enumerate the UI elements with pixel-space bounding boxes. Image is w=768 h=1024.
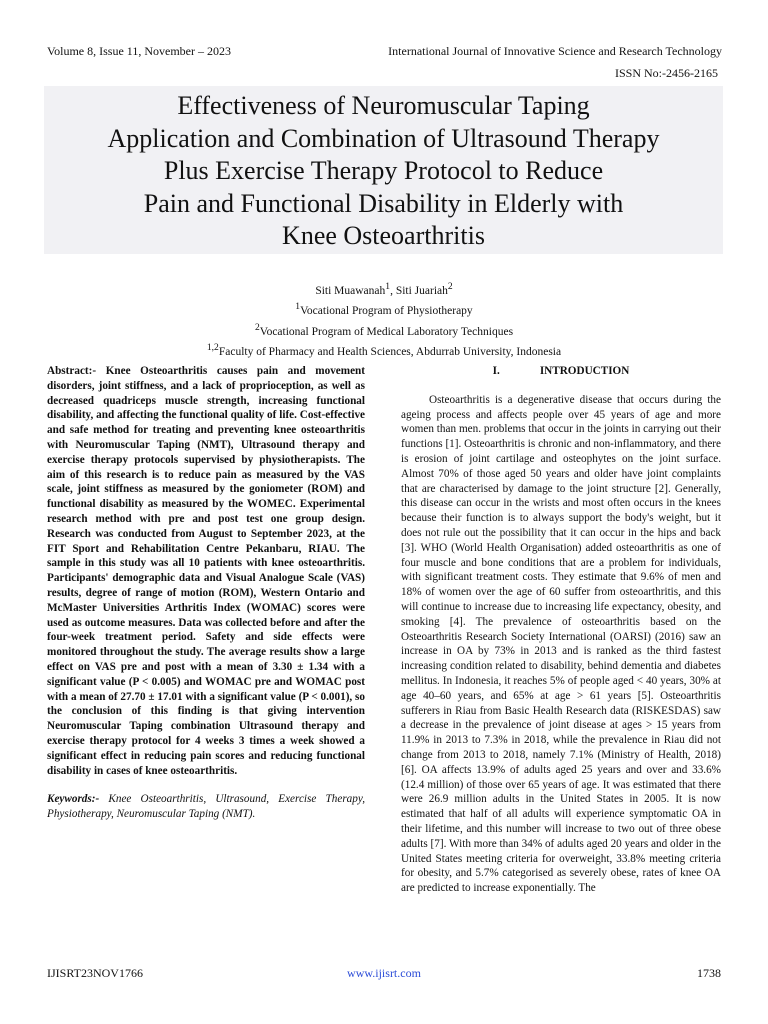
- affiliation: $^{1,2}$Faculty of Pharmacy and Health Sciences, Abdurrab University, Indonesia: [206, 341, 562, 358]
- author-name: Siti Muawanah: [315, 284, 386, 297]
- keywords: [47, 792, 365, 822]
- title-line: Pain and Functional Disability in Elderly with: [143, 188, 624, 218]
- header-journal-name: International Journal of Innovative Science and Research Technology: [388, 44, 722, 58]
- footer-website-link[interactable]: www.ijisrt.com: [347, 966, 421, 980]
- abstract-text: Knee Osteoarthritis causes pain and movement disorders, joint stiffness, and a lack of proprioception, as well as decreased quadriceps muscle strength, increasing functional disability, and affecting the functional quality of life. Cost-effective and safe method for treating and preventing knee osteoarthritis with Neuromuscular Taping (NMT), Ultrasound therapy and exercise therapy protocols supervised by physiotherapists. The aim of this research is to reduce pain as measured by the VAS scale, joint stiffness as measured by the goniometer (ROM) and functional disability as measured by the WOMEC. Experimental research method with pre and post test one group design. Research was conducted from August to September 2023, at the FIT Sport and Rehabilitation Centre Pekanbaru, RIAU. The sample in this study was all 10 patients with knee osteoarthritis. Participants' demographic data and Visual Analogue Scale (VAS) results, degree of range of motion (ROM), Western Ontario and McMaster Universities Arthritis Index (WOMAC) scores were used as outcome measures. Data was collected before and after the four-week treatment period. Safety and side effects were monitored throughout the study. The average results show a large effect on VAS pre and post with a mean of 3.30 ± 1.34 with a significant value (P < 0.005) and WOMAC pre and WOMAC post with a mean of 27.70 ± 17.01 with a significant value (P < 0.001), so the conclusion of this finding is that giving intervention Neuromuscular Taping combination Ultrasound therapy and exercise therapy protocol for 4 weeks 3 times a week showed a significant effect in reducing pain scores and reducing functional disability in cases of knee osteoarthritis.: [47, 365, 366, 777]
- introduction-paragraph: Osteoarthritis is a degenerative disease that occurs during the ageing process and affects people over 45 years of age and more women than men. problems that occur in the joints in carrying out their functions [1]. Osteoarthritis is chronic and non-inflammatory, and there is erosion of joint cartilage and osteophytes on the joint surface. Almost 70% of those aged 50 years and older have joint complaints that are characterised by damage to the joint structure [2]. Generally, this disease can occur in the wrists and most often occurs in the knees because their function is to always support the body's weight, but it does not rule out the possibility that it can occur in the hips and back [3]. WHO (World Health Organisation) added osteoarthritis as one of four muscle and bone conditions that are a problem for individuals, with significant treatment costs. They estimate that 9.6% of men and 18% of women over the age of 60 suffer from osteoarthritis, and this will continue to increase due to increasing life expectancy, obesity, and smoking [4]. The prevalence of osteoarthritis based on the Osteoarthritis Research Society International (OARSI) (2016) saw an increase in OA by 73% in 2013 and is ranked as the third fastest increasing condition related to disability, behind dementia and diabetes mellitus. In Indonesia, it reaches 5% of people aged < 40 years, 30% at age 40–60 years, and 65% at age > 61 years [5]. Osteoarthritis sufferers in Riau from Basic Health Research data (RISKESDAS) saw a decrease in the prevalence of joint disease at ages > 15 years from 11.9% in 2013 to 7.3% in 2018, while the prevalence in Riau did not change from 2013 to 2018, namely 7.1% (Ministry of Health, 2018) [6]. OA affects 13.9% of adults aged 25 years and over and 33.6% (12.4 million) of those over 65 years of age. It was estimated that there were 26.9 million adults in the United States in 2005. It is now estimated that half of all adults will experience symptomatic OA in their lifetime, and this number will increase to two out of three obese adults [7]. With more than 34% of adults aged 20 years and older in the United States meeting criteria for overweight, 33.8% meeting criteria for obesity, and 5.7% categorised as severely obese, rates of knee OA are predicted to increase exponentially. The: [401, 393, 721, 895]
- affiliation: $^2$Vocational Program of Medical Laboratory Techniques: [254, 321, 514, 338]
- left-column: [47, 364, 365, 822]
- abstract-label: Abstract:-: [47, 365, 97, 377]
- author-names: Siti Muawanah$^1$, Siti Juariah$^2$: [315, 281, 453, 297]
- author-name: Siti Juariah: [395, 284, 448, 297]
- paper-title: [44, 86, 723, 254]
- section-title: INTRODUCTION: [539, 365, 630, 377]
- author-block: [0, 279, 768, 360]
- keywords-text: Knee Osteoarthritis, Ultrasound, Exercise Therapy, Physiotherapy, Neuromuscular Taping (NMT).: [47, 793, 366, 821]
- header-issn: ISSN No:-2456-2165: [614, 66, 718, 80]
- title-line: Plus Exercise Therapy Protocol to Reduce: [163, 156, 604, 185]
- keywords-label: Keywords:-: [47, 793, 100, 806]
- author-superscript: 1: [385, 281, 391, 292]
- section-heading: [401, 364, 721, 379]
- footer-paper-id: IJISRT23NOV1766: [47, 966, 143, 980]
- abstract: [47, 364, 365, 778]
- title-line: Knee Osteoarthritis: [282, 221, 485, 250]
- affiliation: $^1$Vocational Program of Physiotherapy: [295, 301, 473, 318]
- title-line: Application and Combination of Ultrasound Therapy: [107, 123, 660, 153]
- right-column: [401, 364, 721, 896]
- author-superscript: 2: [447, 281, 453, 292]
- section-number: I.: [492, 365, 500, 377]
- header-volume: Volume 8, Issue 11, November – 2023: [47, 44, 231, 58]
- page-number: 1738: [697, 966, 721, 980]
- title-line: Effectiveness of Neuromuscular Taping: [177, 91, 590, 120]
